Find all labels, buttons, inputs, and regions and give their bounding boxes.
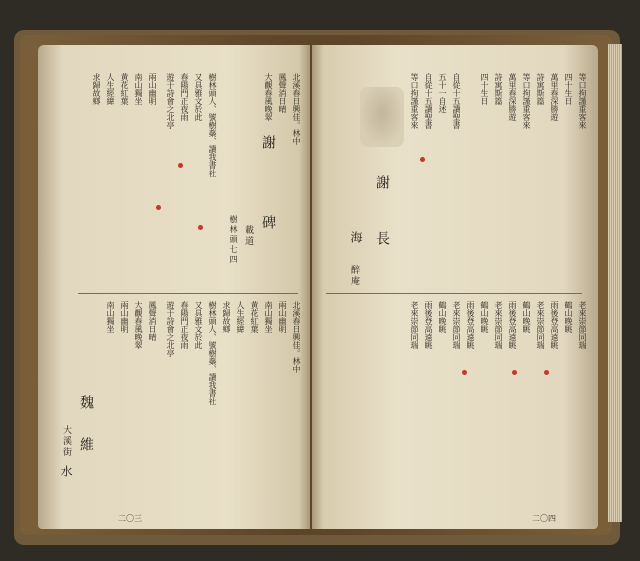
- text-column: 黄花紅葉: [120, 73, 129, 105]
- text-column: 又具雅文於此: [194, 301, 203, 349]
- text-column: 兩山幽明: [148, 73, 157, 105]
- text-column: 北溪春日興佳。林中: [292, 301, 301, 373]
- text-column: 詩寓斯篇: [494, 73, 503, 105]
- text-column: 又具雅文於此: [194, 73, 203, 121]
- text-column: 人生經緯: [106, 73, 115, 105]
- red-annotation-mark: [420, 157, 425, 162]
- text-column: 老來崇節同瑞: [536, 301, 545, 349]
- page-edges: [608, 44, 622, 522]
- text-column: 樹林頭人、號樹蘂、讀我書社: [208, 73, 217, 177]
- red-annotation-mark: [544, 370, 549, 375]
- text-column: 五十一自述: [438, 73, 447, 113]
- text-column: 北溪春日興佳。林中: [292, 73, 301, 145]
- text-column: 老來崇節同瑞: [410, 301, 419, 349]
- text-column: 雨後登高遠眺: [424, 301, 433, 349]
- text-column: 鶴山晚眺: [480, 301, 489, 333]
- left-page: [38, 45, 310, 529]
- text-column: 老來崇節同瑞: [494, 301, 503, 349]
- text-column: 鳳聲消日晴: [148, 301, 157, 341]
- text-column: 春陽門正夜雨: [180, 301, 189, 349]
- text-column: 雨後登高遠眺: [550, 301, 559, 349]
- page-number: 二〇四: [532, 514, 556, 523]
- poem-author-note: 醉庵: [349, 265, 359, 287]
- red-annotation-mark: [156, 205, 161, 210]
- text-column: 兩山幽明: [120, 301, 129, 333]
- text-column: 萬里春深勝遊: [508, 73, 517, 121]
- section-divider: [326, 293, 582, 294]
- poem-author-label: 水: [59, 465, 73, 483]
- text-column: 南山獨坐: [134, 73, 143, 105]
- text-column: 人生經緯: [236, 301, 245, 333]
- text-column: 萬里春深勝遊: [550, 73, 559, 121]
- author-portrait: [360, 87, 404, 147]
- text-column: 兩山幽明: [278, 301, 287, 333]
- poem-author-label: 載道: [243, 225, 253, 247]
- text-column: 老來崇節同瑞: [578, 301, 587, 349]
- red-annotation-mark: [198, 225, 203, 230]
- text-column: 自從十五讀聖書: [452, 73, 461, 129]
- text-column: 等口拘謹重客來: [578, 73, 587, 129]
- text-column: 自從十五讀聖書: [424, 73, 433, 129]
- text-column: 鶴山晚眺: [438, 301, 447, 333]
- poem-author-note: 大溪街: [61, 425, 71, 458]
- section-divider: [78, 293, 298, 294]
- text-column: 詩寓斯篇: [536, 73, 545, 105]
- text-column: 遊于詩會之北亭: [166, 301, 175, 357]
- text-column: 雨後登高遠眺: [466, 301, 475, 349]
- text-column: 遊于詩會之北亭: [166, 73, 175, 129]
- text-column: 鶴山晚眺: [522, 301, 531, 333]
- poem-title-surname: 謝: [374, 175, 390, 195]
- text-column: 春陽門正夜雨: [180, 73, 189, 121]
- text-column: 鳳聲消日晴: [278, 73, 287, 113]
- text-column: 等口拘謹重客來: [522, 73, 531, 129]
- poem-author-name: 碑: [260, 215, 276, 235]
- poem-title-surname: 謝: [260, 135, 276, 155]
- right-page: [312, 45, 598, 529]
- poem-author-name: 長: [374, 231, 390, 251]
- text-column: 求歸故鄉: [92, 73, 101, 105]
- text-column: 求歸故鄉: [222, 301, 231, 333]
- text-column: 老來崇節同瑞: [452, 301, 461, 349]
- text-column: 南山獨坐: [106, 301, 115, 333]
- page-number: 二〇三: [118, 514, 142, 523]
- text-column: 四十生日: [564, 73, 573, 105]
- poem-author-label: 海: [349, 231, 363, 249]
- text-column: 樹林頭人、號樹蘂、讀我書社: [208, 301, 217, 405]
- poem-title-surname: 魏: [78, 395, 94, 415]
- text-column: 四十生日: [480, 73, 489, 105]
- text-column: 南山獨坐: [264, 301, 273, 333]
- red-annotation-mark: [512, 370, 517, 375]
- red-annotation-mark: [178, 163, 183, 168]
- text-column: 雨後登高遠眺: [508, 301, 517, 349]
- text-column: 黄花紅葉: [250, 301, 259, 333]
- text-column: 大觀春風晚翠: [134, 301, 143, 349]
- text-column: 大觀春風晚翠: [264, 73, 273, 121]
- red-annotation-mark: [462, 370, 467, 375]
- poem-author-name: 維: [78, 437, 94, 457]
- poem-subtitle: 樹林頭七四: [229, 215, 238, 265]
- text-column: 等口拘謹重客來: [410, 73, 419, 129]
- text-column: 鶴山晚眺: [564, 301, 573, 333]
